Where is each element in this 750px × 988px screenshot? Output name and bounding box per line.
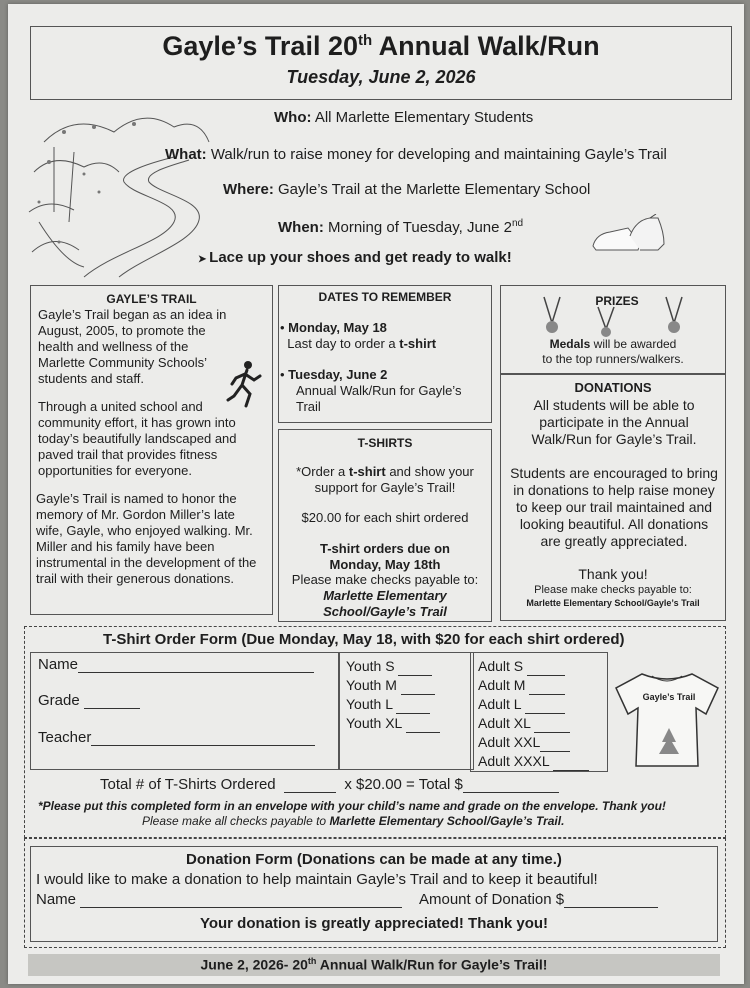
tshirt-checks: Please make checks payable to: Marlette Elementary School/Gayle’s Trail [291, 572, 479, 619]
total-line[interactable]: Total # of T-Shirts Ordered x $20.00 = Total $ [100, 776, 559, 793]
gayles-trail-heading: GAYLE’S TRAIL [106, 292, 197, 306]
date-item-1: • Monday, May 18 Last day to order a t-shirt [280, 320, 437, 351]
size-youth-xl[interactable]: Youth XL [346, 714, 440, 733]
donations-paragraph-2: Students are encouraged to bring in donations to help raise money to keep our trail maintained and looking beautiful. All donations are greatly appreciated. [510, 465, 718, 549]
dates-heading: DATES TO REMEMBER [318, 290, 452, 304]
size-adult-l[interactable]: Adult L [478, 695, 589, 714]
date-item-2: • Tuesday, June 2 Annual Walk/Run for Gayle’s Trail [280, 367, 462, 414]
size-adult-xxxl[interactable]: Adult XXXL [478, 752, 589, 771]
what-line: What: Walk/run to raise money for developing and maintaining Gayle’s Trail [165, 146, 667, 163]
donation-name-field[interactable]: Name [36, 891, 402, 908]
donations-checks: Please make checks payable to: [534, 584, 692, 596]
tshirt-order-text: *Order a t-shirt and show your support for Gayle’s Trail! [296, 464, 474, 495]
event-date: Tuesday, June 2, 2026 [286, 67, 476, 87]
order-form-title: T-Shirt Order Form (Due Monday, May 18, with $20 for each shirt ordered) [103, 631, 625, 648]
footer-text: June 2, 2026- 20th Annual Walk/Run for Gayle’s Trail! [200, 956, 548, 973]
size-adult-xxl[interactable]: Adult XXL [478, 733, 589, 752]
flyer-page [8, 4, 744, 984]
donation-amount-field[interactable]: Amount of Donation $ [419, 891, 658, 908]
call-to-action: ➤ Lace up your shoes and get ready to walk! [198, 249, 512, 266]
when-line: When: Morning of Tuesday, June 2nd [278, 218, 524, 236]
donation-form-title: Donation Form (Donations can be made at any time.) [186, 851, 562, 868]
tshirt-price: $20.00 for each shirt ordered [301, 510, 469, 525]
prizes-text: Medals will be awarded to the top runners/walkers. [542, 337, 684, 366]
donations-thanks: Thank you! [578, 566, 648, 582]
where-line: Where: Gayle’s Trail at the Marlette Elementary School [223, 181, 591, 198]
donation-form-line: I would like to make a donation to help maintain Gayle’s Trail and to keep it beautiful! [36, 871, 598, 888]
arrow-icon: ➤ [198, 254, 210, 265]
gayles-trail-paragraph-3: Gayle’s Trail is named to honor the memory of Mr. Gordon Miller’s late wife, Gayle, who enjoyed walking. Mr. Miller and his family have been instrumental in the development of the trail with their generous donations. [36, 491, 257, 586]
page-title: Gayle’s Trail 20th Annual Walk/Run [162, 31, 600, 61]
trail-illustration-icon [24, 102, 214, 280]
tshirts-heading: T-SHIRTS [357, 436, 413, 450]
shoes-icon [588, 214, 670, 256]
donation-thanks: Your donation is greatly appreciated! Thank you! [199, 915, 549, 932]
donations-heading: DONATIONS [574, 380, 652, 395]
adult-sizes-list [478, 657, 589, 771]
order-teacher-field[interactable]: Teacher [38, 729, 315, 746]
tshirt-due: T-shirt orders due on Monday, May 18th [319, 541, 450, 572]
size-youth-s[interactable]: Youth S [346, 657, 440, 676]
order-note-1: *Please put this completed form in an envelope with your child’s name and grade on the envelope. Thank you! [38, 799, 666, 813]
size-adult-s[interactable]: Adult S [478, 657, 589, 676]
size-youth-l[interactable]: Youth L [346, 695, 440, 714]
title-box [30, 26, 732, 100]
prizes-heading: PRIZES [595, 294, 639, 308]
tshirt-icon [612, 668, 722, 772]
size-adult-m[interactable]: Adult M [478, 676, 589, 695]
youth-sizes-list [346, 657, 440, 733]
order-name-field[interactable]: Name [38, 656, 314, 673]
gayles-trail-paragraph-1: Gayle’s Trail began as an idea in August, 2005, to promote the health and wellness of the Marlette Community Schools’ students and staff. [38, 307, 227, 386]
order-note-2: Please make all checks payable to Marlette Elementary School/Gayle’s Trail. [142, 814, 565, 828]
donations-paragraph-1: All students will be able to participate in the Annual Walk/Run for Gayle’s Trail. [531, 397, 697, 447]
donations-checks-to: Marlette Elementary School/Gayle’s Trail [526, 598, 700, 608]
order-grade-field[interactable]: Grade [38, 692, 140, 709]
gayles-trail-paragraph-2: Through a united school and community effort, it has grown into today’s beautifully landscaped and paved trail that provides fitness opportunities for everyone. [38, 399, 237, 478]
size-youth-m[interactable]: Youth M [346, 676, 440, 695]
size-adult-xl[interactable]: Adult XL [478, 714, 589, 733]
tshirt-logo-text: Gayle’s Trail [642, 692, 696, 702]
who-line: Who: All Marlette Elementary Students [274, 109, 534, 126]
